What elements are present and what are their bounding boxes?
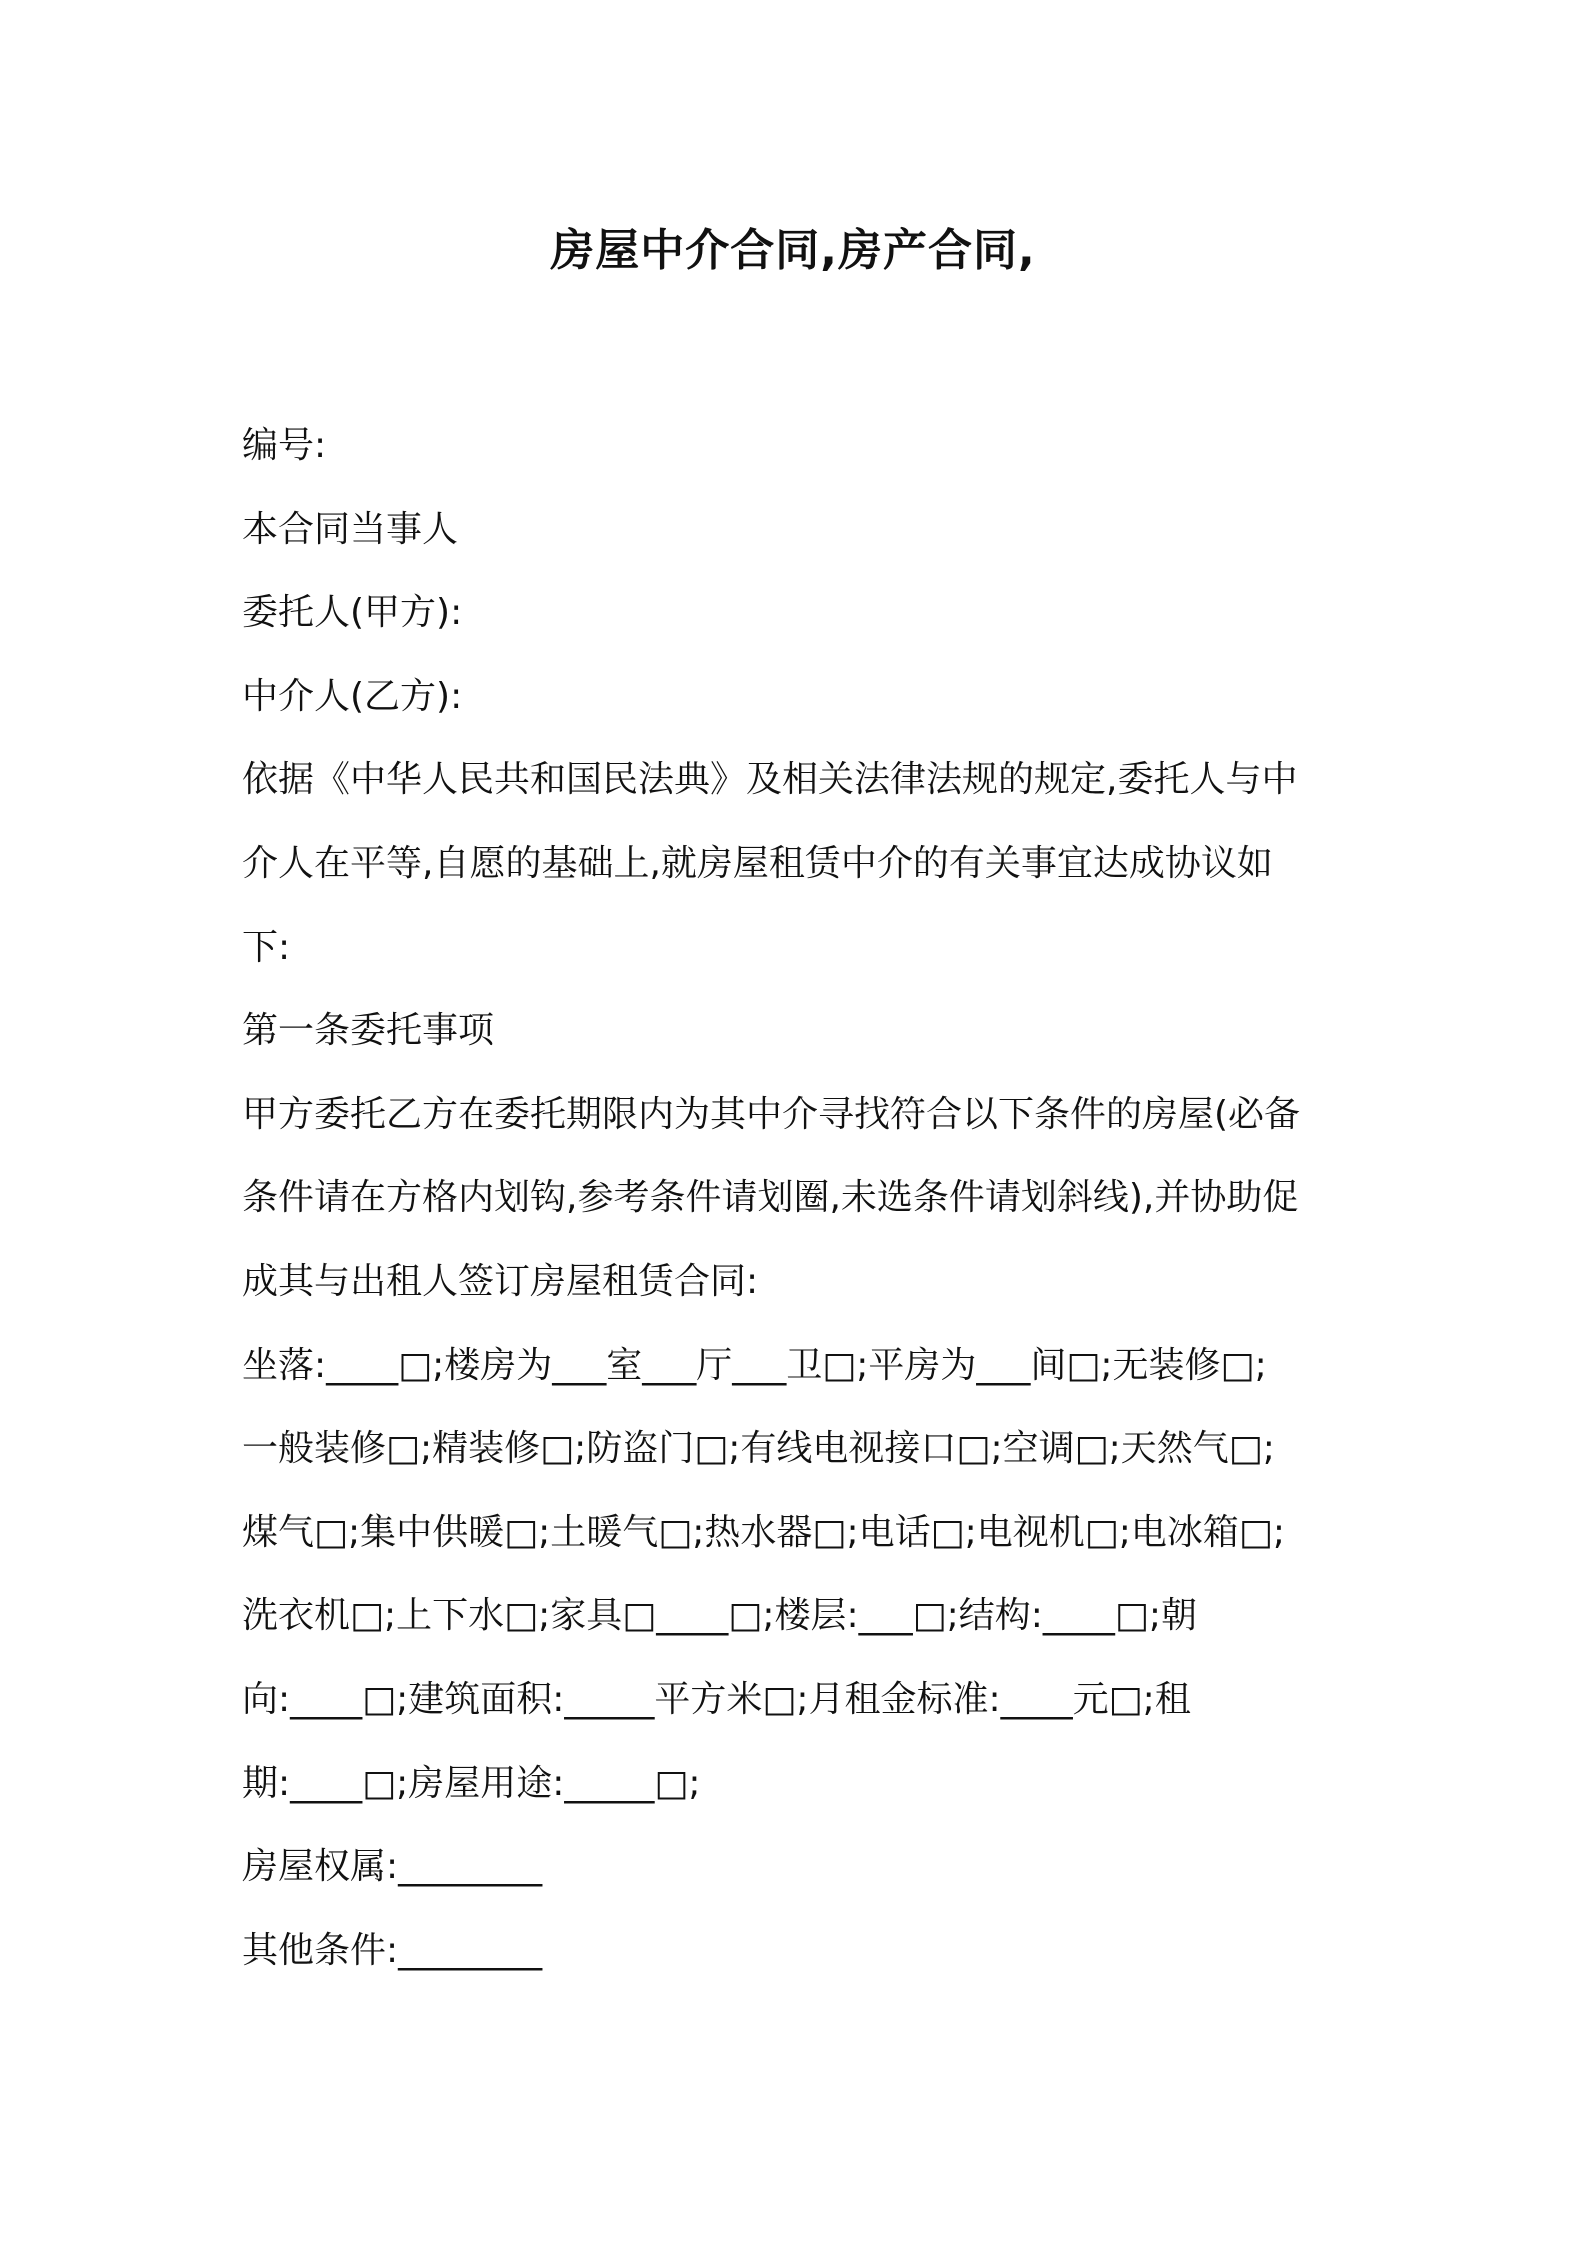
preamble-line-1: 依据《中华人民共和国民法典》及相关法律法规的规定,委托人与中 [242,759,1298,801]
principal-party-label: 委托人(甲方): [242,592,463,634]
conditions-line-6: 期:____□;房屋用途:_____□; [242,1762,701,1804]
preamble-line-2: 介人在平等,自愿的基础上,就房屋租赁中介的有关事宜达成协议如 [242,842,1273,884]
article-1-text-line-2: 条件请在方格内划钩,参考条件请划圈,未选条件请划斜线),并协助促 [242,1177,1299,1219]
preamble-line-3: 下: [242,926,291,968]
article-1-heading: 第一条委托事项 [242,1010,495,1052]
parties-heading: 本合同当事人 [242,508,459,550]
conditions-line-1: 坐落:____□;楼房为___室___厅___卫□;平房为___间□;无装修□; [242,1344,1267,1386]
conditions-line-3: 煤气□;集中供暖□;土暖气□;热水器□;电话□;电视机□;电冰箱□; [242,1511,1285,1553]
contract-number-label: 编号: [242,425,327,466]
conditions-line-4: 洗衣机□;上下水□;家具□____□;楼层:___□;结构:____□;朝 [242,1595,1197,1637]
conditions-line-5: 向:____□;建筑面积:_____平方米□;月租金标准:____元□;租 [242,1678,1191,1720]
intermediary-party-label: 中介人(乙方): [242,675,463,717]
article-1-text-line-1: 甲方委托乙方在委托期限内为其中介寻找符合以下条件的房屋(必备 [242,1093,1301,1135]
other-conditions-field: 其他条件:________ [242,1929,543,1971]
conditions-line-2: 一般装修□;精装修□;防盗门□;有线电视接口□;空调□;天然气□; [242,1428,1275,1470]
document-body [242,404,1362,1992]
ownership-field: 房屋权属:________ [242,1846,543,1888]
article-1-text-line-3: 成其与出租人签订房屋租赁合同: [242,1260,759,1302]
document-title: 房屋中介合同,房产合同, [550,225,1036,276]
